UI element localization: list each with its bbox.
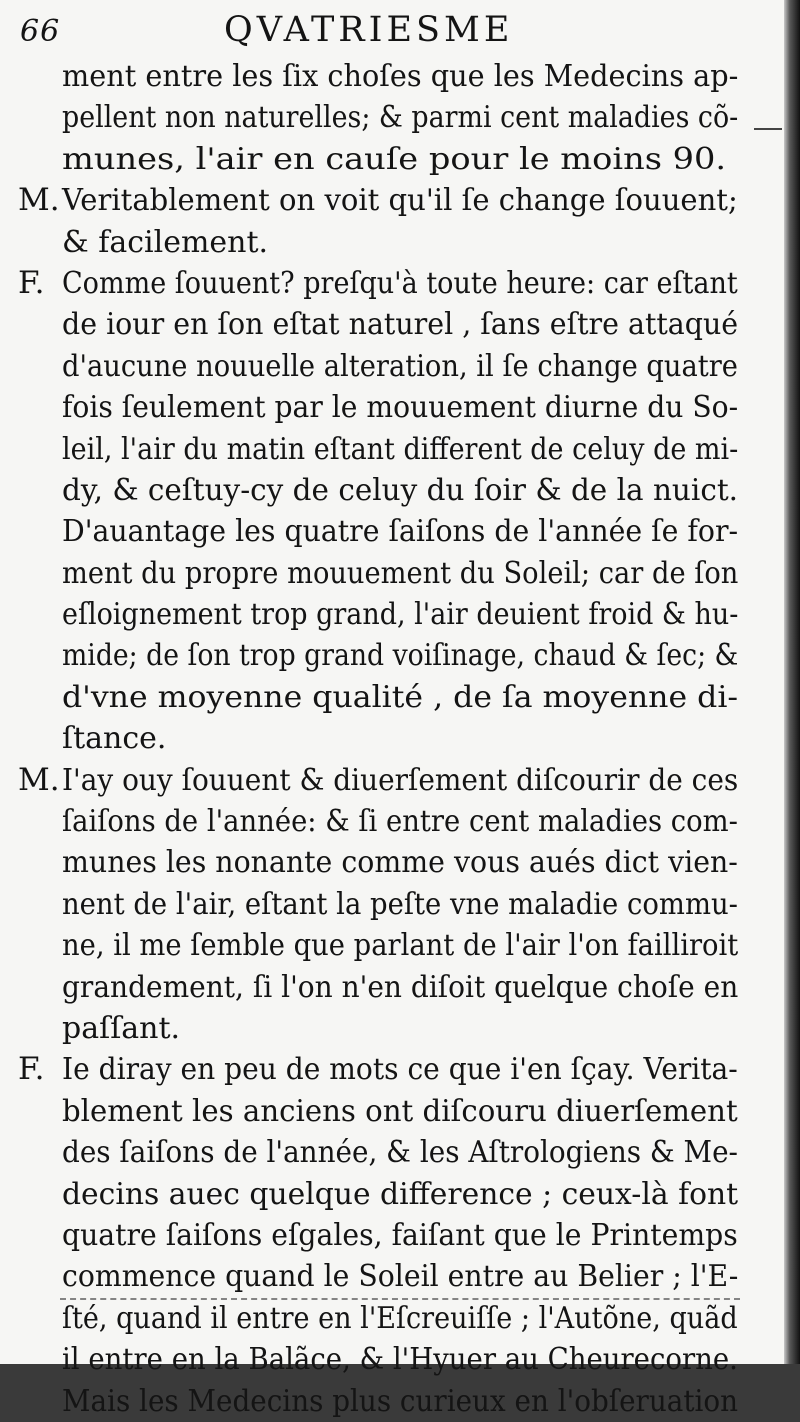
text-line [0,180,790,221]
text-line [0,553,790,594]
line-text: fois ſeulement par le mouuement diurne du So- [62,390,739,426]
text-line [0,1339,790,1380]
text-line [0,677,790,718]
text-line [0,511,790,552]
text-line [0,387,790,428]
text-line [0,1008,790,1049]
line-text: ſté, quand il entre en l'Eſcreuiſſe ; l'Autõne, quãd [62,1300,738,1336]
text-line [0,925,790,966]
line-text: mide; de ſon trop grand voiſinage, chaud & ſec; & [62,638,739,674]
line-text: ment entre les ſix choſes que les Medecins ap- [62,59,739,94]
text-line [0,594,790,635]
running-title: QVATRIESME [224,10,514,50]
line-text: quatre ſaiſons eſgales, faiſant que le Printemps [62,1217,738,1253]
line-text: ſtance. [62,721,167,757]
text-line [0,429,790,470]
line-text: ne, il me ſemble que parlant de l'air l'on failliroit [62,928,739,964]
line-text: ſaiſons de l'année: & ſi entre cent maladies com- [62,804,738,840]
text-line [0,346,790,387]
text-line [0,635,790,676]
line-text: des ſaiſons de l'année, & les Aſtrologiens & Me- [62,1135,738,1171]
text-line [0,222,790,263]
text-line [0,967,790,1008]
line-text: munes, l'air en cauſe pour le moins 90. [62,141,727,177]
speaker-label: F. [18,1051,45,1088]
line-text: Veritablement on voit qu'il ſe change ſouuent; [62,183,738,219]
line-text: decins auec quelque difference ; ceux-là font [62,1176,739,1212]
line-text: commence quand le Soleil entre au Belier ; l'E- [62,1259,739,1295]
line-text: dy, & ceſtuy-cy de celuy du ſoir & de la nuict. [62,472,739,508]
text-line [0,1132,790,1173]
line-text: & facilement. [62,224,269,260]
line-text: de iour en ſon eſtat naturel , ſans eſtre attaqué [62,307,739,343]
line-text: ment du propre mouuement du Soleil; car de ſon [62,555,739,591]
line-text: d'aucune nouuelle alteration, il ſe change quatre [62,348,738,384]
text-line [0,304,790,345]
text-line [0,842,790,883]
line-text: Comme ſouuent? preſqu'à toute heure: car eſtant [62,265,738,301]
line-text: Ie diray en peu de mots ce que i'en ſçay. Verita- [62,1052,738,1088]
line-text: paſſant. [62,1010,181,1046]
text-line [0,884,790,925]
text-line [0,139,790,180]
speaker-label: F. [18,264,45,301]
text-line [0,1215,790,1256]
line-text: D'auantage les quatre ſaiſons de l'année ſe for- [62,514,739,550]
text-line [0,1174,790,1215]
text-line [0,718,790,759]
line-text: eſloignement trop grand, l'air deuient froid & hu- [62,597,739,633]
line-text: d'vne moyenne qualité , de ſa moyenne di- [62,679,739,715]
line-text: blement les anciens ont diſcouru diuerſement [62,1093,738,1129]
text-line [0,1298,790,1339]
catchword-rule [60,1298,740,1300]
speaker-label: M. [18,182,60,219]
text-line [0,263,790,304]
line-text: grandement, ſi l'on n'en diſoit quelque choſe en [62,969,739,1005]
text-line [0,470,790,511]
text-line [0,97,790,138]
line-text: I'ay ouy ſouuent & diuerſement diſcourir de ces [62,762,739,798]
page-number: 66 [20,14,61,49]
speaker-label: M. [18,761,60,798]
text-line [0,1381,790,1422]
text-line [0,801,790,842]
text-line [0,1049,790,1090]
text-line [0,1256,790,1297]
text-line [0,760,790,801]
line-text: leil, l'air du matin eſtant different de celuy de mi- [62,431,739,467]
line-text: Mais les Medecins plus curieux en l'obſeruation [62,1383,739,1419]
text-line [0,1091,790,1132]
line-text: il entre en la Balãce, & l'Hyuer au Cheurecorne. [62,1342,738,1378]
line-text: nent de l'air, eſtant la peſte vne maladie commu- [62,886,738,922]
text-line [0,56,790,97]
text-block [0,56,790,1422]
line-text: munes les nonante comme vous aués dict vien- [62,845,738,881]
line-text: pellent non naturelles; & parmi cent maladies cõ- [62,100,739,136]
